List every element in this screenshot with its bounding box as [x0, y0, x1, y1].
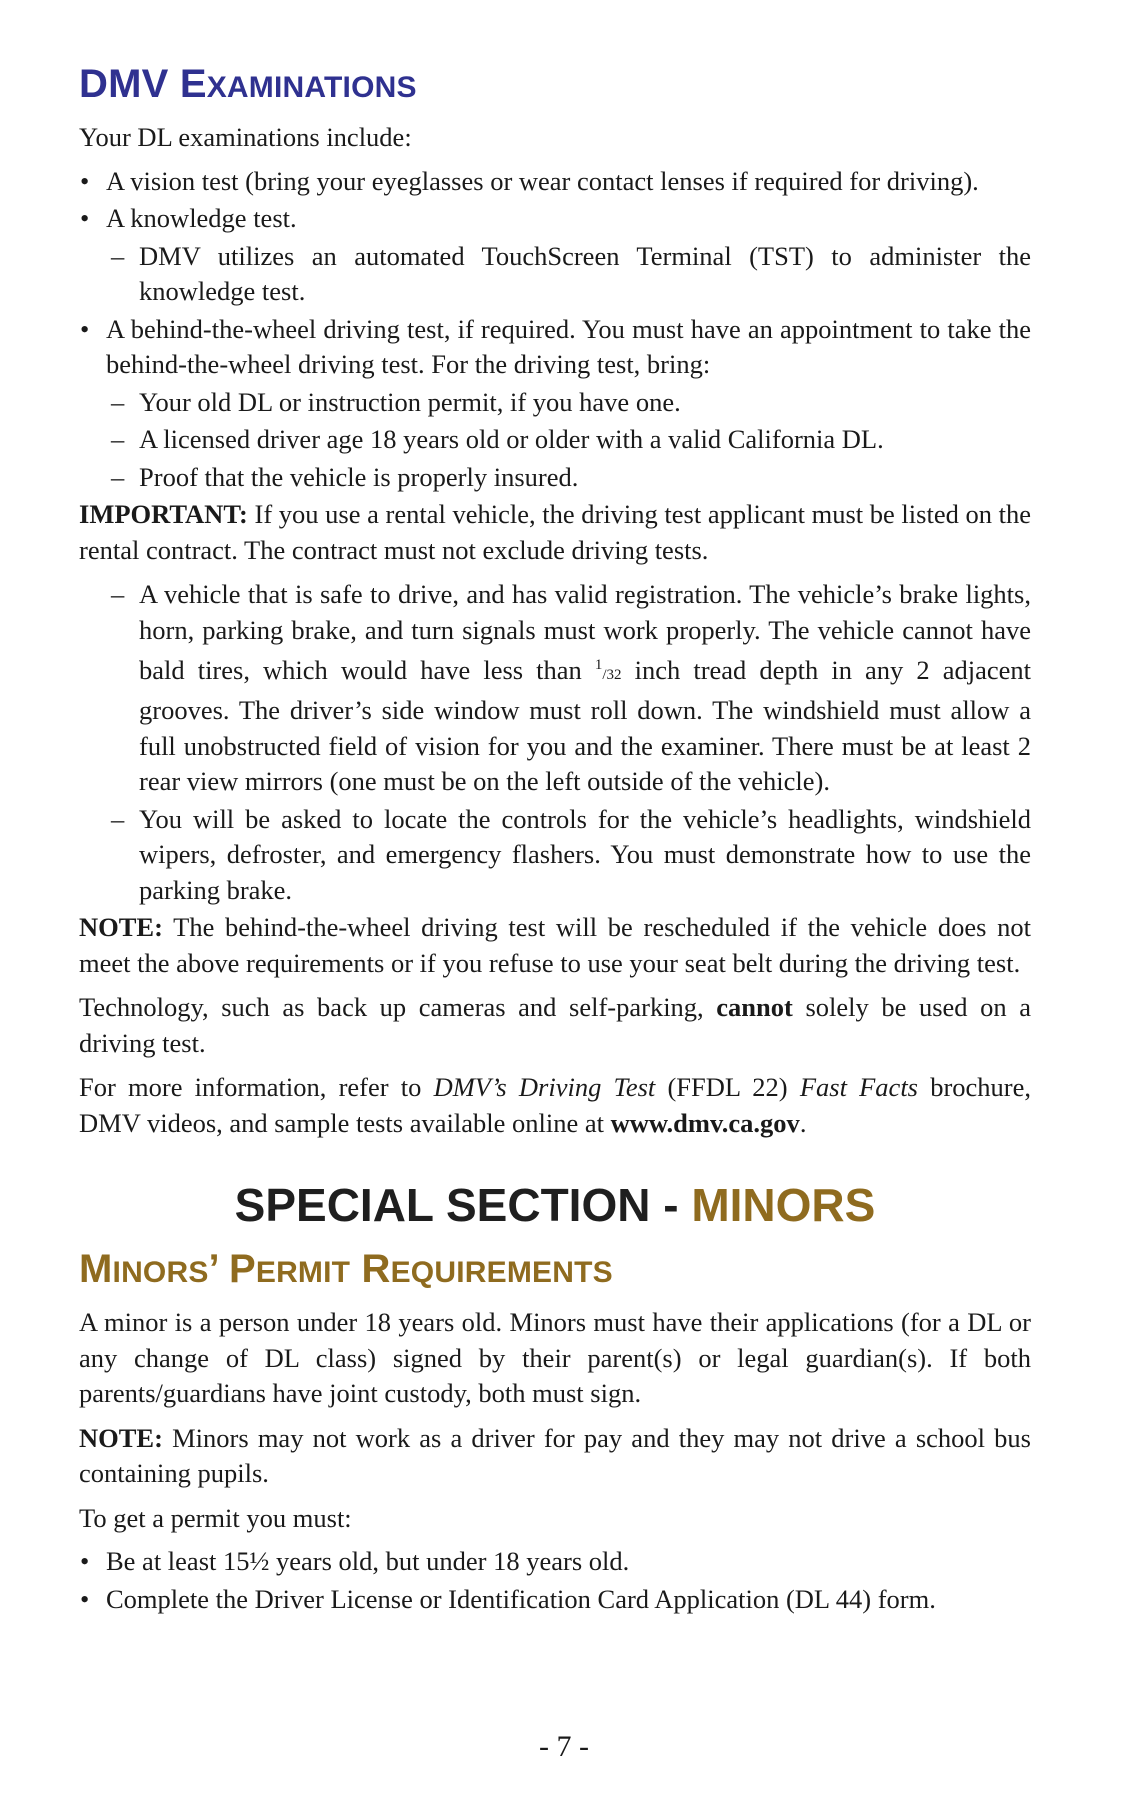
- bullet-application-form: • Complete the Driver License or Identification Card Application (DL 44) form.: [79, 1582, 1031, 1618]
- note-label: NOTE:: [79, 1422, 163, 1453]
- bullet-knowledge-test: • A knowledge test. – DMV utilizes an automated TouchScreen Terminal (TST) to administer the knowledge test.: [79, 201, 1031, 310]
- knowledge-sublist: [79, 239, 1031, 310]
- dash-tst: – DMV utilizes an automated TouchScreen Terminal (TST) to administer the knowledge test.: [79, 239, 1031, 310]
- important-paragraph: IMPORTANT: If you use a rental vehicle, the driving test applicant must be listed on the rental contract. The contract must not exclude driving tests.: [79, 499, 1031, 565]
- exam-intro: Your DL examinations include:: [79, 122, 412, 152]
- heading-minors-permit-requirements: MINORS’ PERMIT REQUIREMENTS: [79, 1247, 613, 1292]
- page-content: [79, 60, 1031, 1619]
- note-minors: NOTE: Minors may not work as a driver for pay and they may not drive a school bus containing pupils.: [79, 1422, 1031, 1489]
- heading-dmv-examinations: DMV EXAMINATIONS: [79, 62, 417, 106]
- bullet-age: • Be at least 15½ years old, but under 18 years old.: [79, 1544, 1031, 1580]
- minor-definition: A minor is a person under 18 years old. Minors must have their applications (for a DL or any change of DL class) signed by their parent(s) or legal guardian(s). If both parents/guardians have joint custody, both must sign.: [79, 1307, 1031, 1409]
- dash-safe-vehicle: – A vehicle that is safe to drive, and has valid registration. The vehicle’s brake lights, horn, parking brake, and turn signals must work properly. The vehicle cannot have bald tires, which would have less than $^1$/32 inch tread depth in any 2 adjacent grooves. The driver’s side window must roll down. The windshield must allow a full unobstructed field of vision for you and the examiner. There must be at least 2 rear view mirrors (one must be on the left outside of the vehicle).: [79, 577, 1031, 800]
- dash-old-dl: – Your old DL or instruction permit, if you have one.: [79, 385, 1031, 421]
- dmv-website-link[interactable]: www.dmv.ca.gov: [610, 1107, 800, 1138]
- note-reschedule: NOTE: The behind-the-wheel driving test will be rescheduled if the vehicle does not meet the above requirements or if you refuse to use your seat belt during the driving test.: [79, 912, 1031, 978]
- dash-insurance: – Proof that the vehicle is properly insured.: [79, 460, 1031, 496]
- page-number: - 7 -: [539, 1730, 589, 1763]
- important-label: IMPORTANT:: [79, 499, 248, 529]
- permit-intro: To get a permit you must:: [79, 1502, 352, 1533]
- permit-requirements-list: [79, 1544, 1031, 1617]
- note-label: NOTE:: [79, 912, 163, 943]
- special-section-title: SPECIAL SECTION - MINORS: [234, 1179, 876, 1232]
- technology-paragraph: Technology, such as back up cameras and self-parking, cannot solely be used on a driving test.: [79, 992, 1031, 1058]
- dash-vehicle-controls: – You will be asked to locate the controls for the vehicle’s headlights, windshield wipers, defroster, and emergency flashers. You must demonstrate how to use the parking brake.: [79, 802, 1031, 909]
- bullet-vision-test: • A vision test (bring your eyeglasses or wear contact lenses if required for driving).: [79, 164, 1031, 200]
- bullet-driving-test: • A behind-the-wheel driving test, if required. You must have an appointment to take the behind-the-wheel driving test. For the driving test, bring: – Your old DL or instruction permit, if you have one. – A licensed driver age 18 years old or older with a valid California DL. – Proof that the vehicle is properly insured.: [79, 312, 1031, 496]
- driving-test-bring-list: [79, 385, 1031, 496]
- dash-licensed-driver: – A licensed driver age 18 years old or older with a valid California DL.: [79, 422, 1031, 458]
- exam-list: [79, 164, 1031, 496]
- vehicle-requirements-list: [79, 577, 1031, 908]
- more-info-paragraph: For more information, refer to DMV’s Driving Test (FFDL 22) Fast Facts brochure, DMV videos, and sample tests available online at www.dmv.ca.gov.: [79, 1072, 1031, 1138]
